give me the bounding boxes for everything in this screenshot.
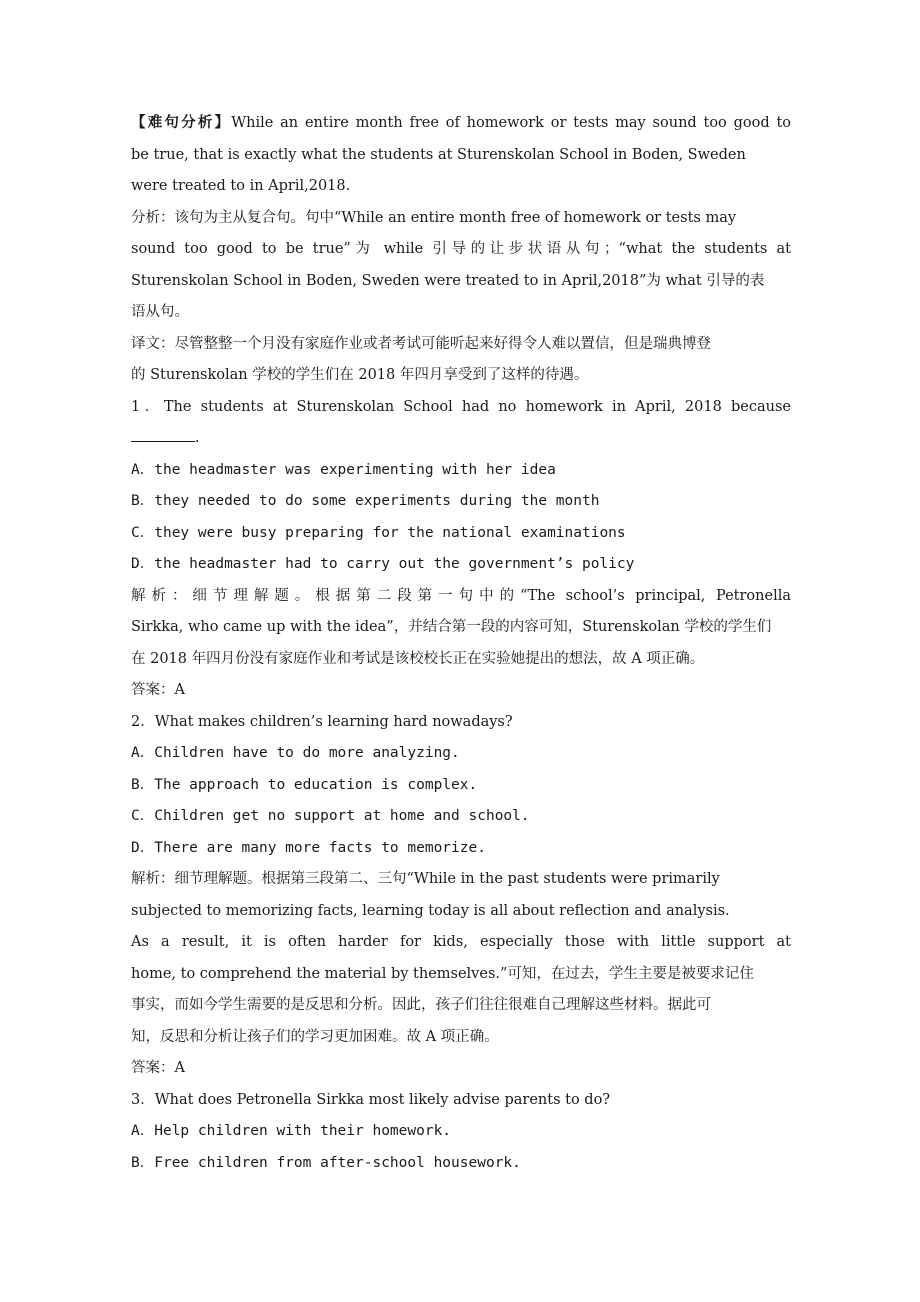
question-1-explanation-line-3: 在 2018 年四月份没有家庭作业和考试是该校校长正在实验她提出的想法，故 A 项正确。	[131, 650, 705, 667]
analysis-sentence-line-2: be true, that is exactly what the students at Sturenskolan School in Boden, Sweden	[131, 146, 746, 163]
question-3-stem: 3．What does Petronella Sirkka most likely advise parents to do?	[131, 1091, 611, 1108]
question-2-stem: 2．What makes children’s learning hard nowadays?	[131, 713, 513, 730]
question-1-option-d: D．the headmaster had to carry out the government’s policy	[131, 556, 635, 572]
question-1-stem-end: .	[195, 430, 200, 446]
question-2-option-d: D．There are many more facts to memorize.	[131, 839, 486, 856]
translation-line-1: 译文：尽管整整一个月没有家庭作业或者考试可能听起来好得令人难以置信，但是瑞典博登	[131, 335, 711, 352]
question-2-option-c: C．Children get no support at home and school.	[131, 808, 530, 824]
question-1-stem-blank-line	[131, 423, 791, 455]
analysis-line-2: sound too good to be true”为 while 引导的让步状语从句；“what the students at	[131, 241, 791, 257]
question-2-explanation-line-2: subjected to memorizing facts, learning today is all about reflection and analysis.	[131, 902, 730, 919]
question-1-explanation-line-2: Sirkka, who came up with the idea”，并结合第一段的内容可知，Sturenskolan 学校的学生们	[131, 619, 772, 635]
question-2-answer: 答案：A	[131, 1060, 185, 1076]
question-1-stem: 1．The students at Sturenskolan School had no homework in April, 2018 because	[131, 398, 791, 415]
answer-blank	[131, 427, 195, 442]
analysis-line-4: 语从句。	[131, 304, 189, 320]
question-1-option-c: C．they were busy preparing for the national examinations	[131, 524, 626, 541]
question-1-answer: 答案：A	[131, 682, 185, 698]
question-3-option-a: A．Help children with their homework.	[131, 1123, 452, 1139]
question-2-option-a: A．Children have to do more analyzing.	[131, 745, 460, 761]
question-1-explanation-line-1: 解析：细节理解题。根据第二段第一句中的“The school’s principal, Petronella	[131, 587, 791, 604]
question-3-option-b: B．Free children from after-school housework.	[131, 1154, 521, 1171]
analysis-sentence-text: While an entire month free of homework or tests may sound too good to	[231, 115, 791, 131]
document-page	[131, 107, 791, 1179]
question-2-explanation-line-5: 事实，而如今学生需要的是反思和分析。因此，孩子们往往很难自己理解这些材料。据此可	[131, 997, 711, 1013]
question-2-explanation-line-1: 解析：细节理解题。根据第三段第二、三句“While in the past students were primarily	[131, 871, 720, 887]
question-2-explanation-line-4: home, to comprehend the material by themselves.”可知，在过去，学生主要是被要求记住	[131, 965, 754, 982]
question-2-explanation-line-6: 知，反思和分析让孩子们的学习更加困难。故 A 项正确。	[131, 1028, 499, 1045]
analysis-sentence-line-3: were treated to in April,2018.	[131, 178, 351, 194]
translation-line-2: 的 Sturenskolan 学校的学生们在 2018 年四月享受到了这样的待遇。	[131, 367, 589, 383]
question-2-option-b: B．The approach to education is complex.	[131, 776, 478, 793]
analysis-heading: 【难句分析】	[131, 114, 232, 131]
question-1-option-a: A．the headmaster was experimenting with her idea	[131, 461, 556, 478]
analysis-line-3: Sturenskolan School in Boden, Sweden were treated to in April,2018”为 what 引导的表	[131, 272, 765, 289]
analysis-sentence-line-1	[131, 107, 791, 140]
question-2-explanation-line-3: As a result, it is often harder for kids, especially those with little support at	[131, 934, 791, 950]
analysis-line-1: 分析：该句为主从复合句。句中“While an entire month free of homework or tests may	[131, 209, 737, 226]
question-1-option-b: B．they needed to do some experiments during the month	[131, 493, 600, 509]
